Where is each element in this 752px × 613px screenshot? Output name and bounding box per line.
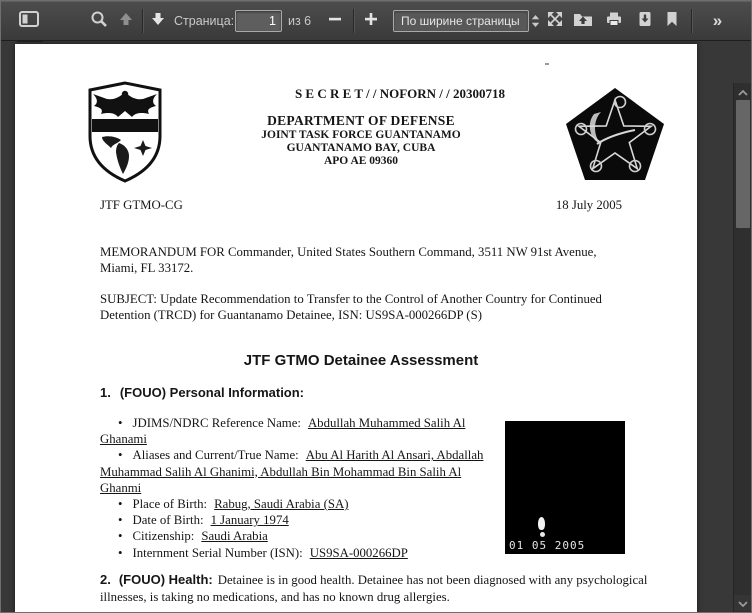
presentation-mode-icon (546, 10, 564, 33)
letterhead-line: JOINT TASK FORCE GUANTANAMO (261, 129, 461, 141)
letterhead-line: DEPARTMENT OF DEFENSE (267, 113, 455, 128)
field-label: Place of Birth: (132, 497, 208, 512)
zoom-out-button[interactable] (323, 5, 347, 37)
toolbar (1, 1, 751, 41)
field-label: Internment Serial Number (ISN): (132, 545, 303, 560)
office-symbol: JTF GTMO-CG (100, 198, 183, 212)
scroll-up-button[interactable] (734, 84, 752, 100)
minus-icon (328, 12, 342, 31)
document-page (15, 44, 697, 613)
memo-date: 18 July 2005 (555, 198, 622, 212)
section-number: 2. (100, 572, 111, 587)
list-item (100, 415, 500, 447)
scan-artifact (545, 63, 549, 65)
open-file-button[interactable] (570, 5, 596, 37)
presentation-mode-button[interactable] (542, 5, 568, 37)
double-chevron-icon: » (712, 11, 722, 30)
office-date-row (100, 198, 622, 213)
document-title: JTF GTMO Detainee Assessment (243, 352, 479, 369)
field-label: Citizenship: (132, 529, 195, 544)
bullet-icon: • (118, 529, 123, 544)
list-item (100, 447, 500, 496)
vertical-scrollbar[interactable] (733, 83, 751, 612)
jtf-gtmo-seal-icon (563, 86, 667, 187)
field-value: 1 January 1974 (210, 513, 289, 528)
page-total-label: из 6 (288, 14, 312, 28)
photo-date-stamp: 01 05 2005 (509, 539, 586, 552)
toolbar-separator (142, 9, 143, 33)
list-item (100, 545, 500, 561)
print-icon (605, 11, 623, 32)
field-value: US9SA-000266DP (309, 545, 408, 560)
sidebar-toggle-icon (19, 11, 39, 32)
arrow-up-icon (118, 11, 134, 32)
select-spinner-icon[interactable] (531, 14, 540, 33)
personal-info-list (100, 415, 500, 561)
field-value: Abdullah Muhammed Salih Al Ghanami (100, 416, 466, 447)
list-item (100, 528, 500, 544)
list-item (100, 512, 500, 528)
southcom-seal-icon (83, 80, 167, 189)
scroll-down-icon (738, 594, 748, 612)
zoom-in-button[interactable] (359, 5, 383, 37)
page-number-label: Страница: (174, 14, 235, 28)
letterhead-line: APO AE 09360 (323, 155, 399, 167)
open-file-icon (573, 11, 593, 32)
section-title: (FOUO) Personal Information: (119, 385, 305, 400)
scroll-up-icon (738, 83, 748, 101)
section-number: 1. (100, 385, 111, 400)
scrollbar-thumb[interactable] (736, 100, 750, 228)
zoom-select[interactable] (393, 10, 529, 32)
bullet-icon: • (118, 545, 123, 560)
arrow-down-icon (150, 11, 166, 32)
section1-heading (100, 385, 304, 400)
section2-paragraph (100, 572, 648, 605)
search-button[interactable] (85, 5, 113, 37)
next-page-button[interactable] (145, 5, 171, 37)
redacted-detainee-photo (505, 421, 625, 554)
field-label: Date of Birth: (132, 513, 204, 528)
field-label: JDIMS/NDRC Reference Name: (132, 416, 301, 430)
field-value: Saudi Arabia (201, 529, 268, 544)
bullet-icon: • (118, 497, 123, 512)
section-text: Detainee is in good health. Detainee has not been diagnosed with any psychological illnesses, is taking no medications, and has no known drug allergies. (100, 573, 648, 604)
classification-banner: S E C R E T / / NOFORN / / 20300718 (294, 86, 506, 101)
bullet-icon: • (118, 416, 123, 430)
field-value: Abu Al Harith Al Ansari, Abdallah Muhammad Salih Al Ghanimi, Abdullah Bin Mohammad Bin Salih Al Ghanmi (100, 448, 484, 495)
bullet-icon: • (118, 448, 123, 463)
photo-artifact (538, 517, 545, 530)
photo-artifact (540, 532, 545, 537)
search-icon (90, 10, 108, 33)
plus-icon (364, 12, 378, 31)
more-tools-button[interactable] (699, 5, 735, 37)
letterhead-line: GUANTANAMO BAY, CUBA (286, 142, 436, 154)
memo-for-line: MEMORANDUM FOR Commander, United States Southern Command, 3511 NW 91st Avenue, Miami, FL 33172. (100, 245, 597, 275)
toolbar-separator (691, 9, 692, 33)
toolbar-separator (353, 9, 354, 33)
scroll-down-button[interactable] (734, 595, 752, 611)
bookmark-icon (665, 11, 679, 32)
section-title: (FOUO) Health: (118, 572, 213, 587)
letterhead (100, 113, 622, 168)
bookmark-button[interactable] (661, 5, 683, 37)
print-button[interactable] (601, 5, 627, 37)
page-number-input[interactable] (235, 10, 282, 32)
viewer-area (1, 42, 751, 612)
previous-page-button[interactable] (113, 5, 139, 37)
bullet-icon: • (118, 513, 123, 528)
download-icon (637, 11, 653, 32)
subject-line: SUBJECT: Update Recommendation to Transfer to the Control of Another Country for Continued Detention (TRCD) for Guantanamo Detainee, ISN: US9SA-000266DP (S) (100, 292, 602, 322)
zoom-select-value: По ширине страницы (401, 14, 520, 28)
sidebar-toggle-button[interactable] (13, 5, 45, 37)
list-item (100, 496, 500, 512)
download-button[interactable] (632, 5, 658, 37)
field-value: Rabug, Saudi Arabia (SA) (214, 497, 349, 512)
field-label: Aliases and Current/True Name: (132, 448, 299, 463)
